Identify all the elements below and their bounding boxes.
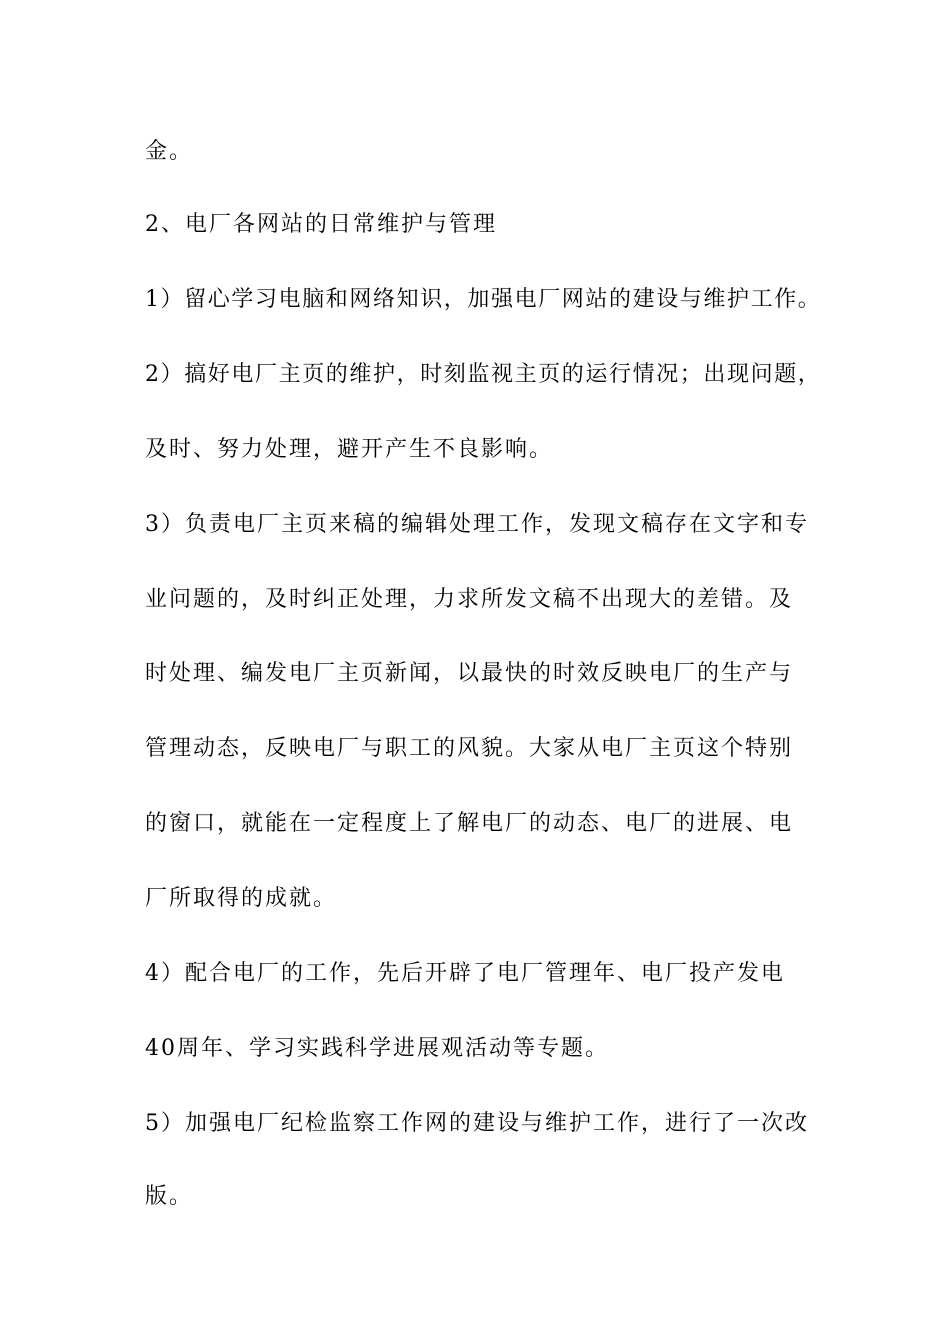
list-item-3-line-4: 管理动态，反映电厂与职工的风貌。大家从电厂主页这个特别	[145, 736, 794, 761]
list-item-3-line-3: 时处理、编发电厂主页新闻，以最快的时效反映电厂的生产与	[145, 661, 794, 686]
text-line-1: 金。	[145, 139, 194, 164]
list-item-5-line-1: 5）加强电厂纪检监察工作网的建设与维护工作，进行了一次改	[145, 1111, 809, 1136]
list-item-3-line-5: 的窗口，就能在一定程度上了解电厂的动态、电厂的进展、电	[145, 811, 794, 836]
list-item-1: 1）留心学习电脑和网络知识，加强电厂网站的建设与维护工作。	[145, 287, 822, 312]
list-item-3-line-2: 业问题的，及时纠正处理，力求所发文稿不出现大的差错。及	[145, 587, 794, 612]
list-item-4-line-2: 40周年、学习实践科学进展观活动等专题。	[145, 1036, 609, 1061]
list-item-3-line-1: 3）负责电厂主页来稿的编辑处理工作，发现文稿存在文字和专	[145, 512, 809, 537]
list-item-2-line-1: 2）搞好电厂主页的维护，时刻监视主页的运行情况；出现问题，	[145, 362, 822, 387]
list-item-5-line-2: 版。	[145, 1184, 194, 1209]
list-item-3-line-6: 厂所取得的成就。	[145, 886, 338, 911]
list-item-4-line-1: 4）配合电厂的工作，先后开辟了电厂管理年、电厂投产发电	[145, 961, 785, 986]
section-heading-2: 2、电厂各网站的日常维护与管理	[145, 212, 497, 237]
list-item-2-line-2: 及时、努力处理，避开产生不良影响。	[145, 437, 554, 462]
